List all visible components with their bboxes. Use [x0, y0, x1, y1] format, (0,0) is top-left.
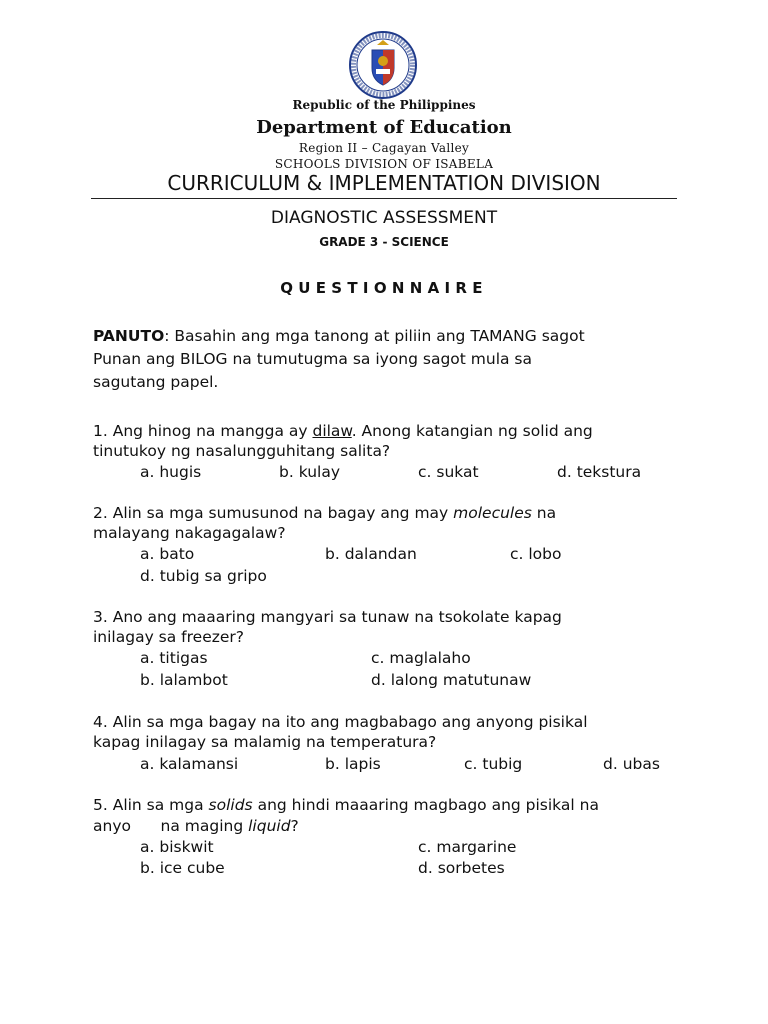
instructions-line3: sagutang papel.: [93, 373, 219, 391]
q2-option-c: c. lobo: [510, 545, 562, 563]
q2-option-d: d. tubig sa gripo: [140, 567, 267, 585]
question-5-line1: 5. Alin sa mga solids ang hindi maaaring magbago ang pisikal na: [93, 796, 599, 814]
department-heading: Department of Education: [256, 117, 512, 138]
question-2-line2: malayang nakagagalaw?: [93, 524, 286, 542]
q4-option-a: a. kalamansi: [140, 755, 239, 773]
q3-option-c: c. maglalaho: [371, 649, 471, 667]
q1-option-a: a. hugis: [140, 463, 202, 481]
instructions: [93, 325, 693, 394]
q5-option-b: b. ice cube: [140, 859, 225, 877]
q1-option-c: c. sukat: [418, 463, 479, 481]
q1-option-b: b. kulay: [279, 463, 340, 481]
q5-option-c: c. margarine: [418, 838, 517, 856]
instructions-line1: : Basahin ang mga tanong at piliin ang TAMANG sagot: [164, 327, 585, 345]
q4-option-d: d. ubas: [603, 755, 660, 773]
question-4-line2: kapag inilagay sa malamig na temperatura?: [93, 733, 437, 751]
republic-heading: Republic of the Philippines: [292, 98, 476, 112]
question-1-line1: 1. Ang hinog na mangga ay dilaw. Anong katangian ng solid ang: [93, 422, 593, 440]
question-1-line2: tinutukoy ng nasalungguhitang salita?: [93, 442, 391, 460]
division-heading: CURRICULUM & IMPLEMENTATION DIVISION: [167, 171, 601, 195]
q3-option-d: d. lalong matutunaw: [371, 671, 532, 689]
question-5-line2: anyo na maging liquid?: [93, 817, 299, 835]
underlined-word: dilaw: [312, 422, 352, 440]
grade-subtitle: GRADE 3 - SCIENCE: [319, 235, 449, 249]
q3-option-a: a. titigas: [140, 649, 208, 667]
region-heading: Region II – Cagayan Valley: [298, 141, 470, 155]
instructions-line2: Punan ang BILOG na tumutugma sa iyong sagot mula sa: [93, 350, 533, 368]
question-3-line2: inilagay sa freezer?: [93, 628, 245, 646]
instructions-label: PANUTO: [93, 327, 165, 345]
header-divider: [91, 198, 677, 199]
q1-option-d: d. tekstura: [557, 463, 642, 481]
q5-option-d: d. sorbetes: [418, 859, 505, 877]
q2-option-a: a. bato: [140, 545, 195, 563]
deped-seal-icon: [343, 30, 423, 100]
question-3-line1: 3. Ano ang maaaring mangyari sa tunaw na tsokolate kapag: [93, 608, 562, 626]
q4-option-c: c. tubig: [464, 755, 523, 773]
schools-division-heading: SCHOOLS DIVISION OF ISABELA: [274, 157, 494, 171]
q3-option-b: b. lalambot: [140, 671, 228, 689]
question-2-line1: 2. Alin sa mga sumusunod na bagay ang may molecules na: [93, 504, 557, 522]
q4-option-b: b. lapis: [325, 755, 381, 773]
assessment-title: DIAGNOSTIC ASSESSMENT: [270, 208, 498, 228]
q2-option-b: b. dalandan: [325, 545, 417, 563]
question-4-line1: 4. Alin sa mga bagay na ito ang magbabago ang anyong pisikal: [93, 713, 588, 731]
questionnaire-title: QUESTIONNAIRE: [280, 279, 488, 297]
q5-option-a: a. biskwit: [140, 838, 214, 856]
